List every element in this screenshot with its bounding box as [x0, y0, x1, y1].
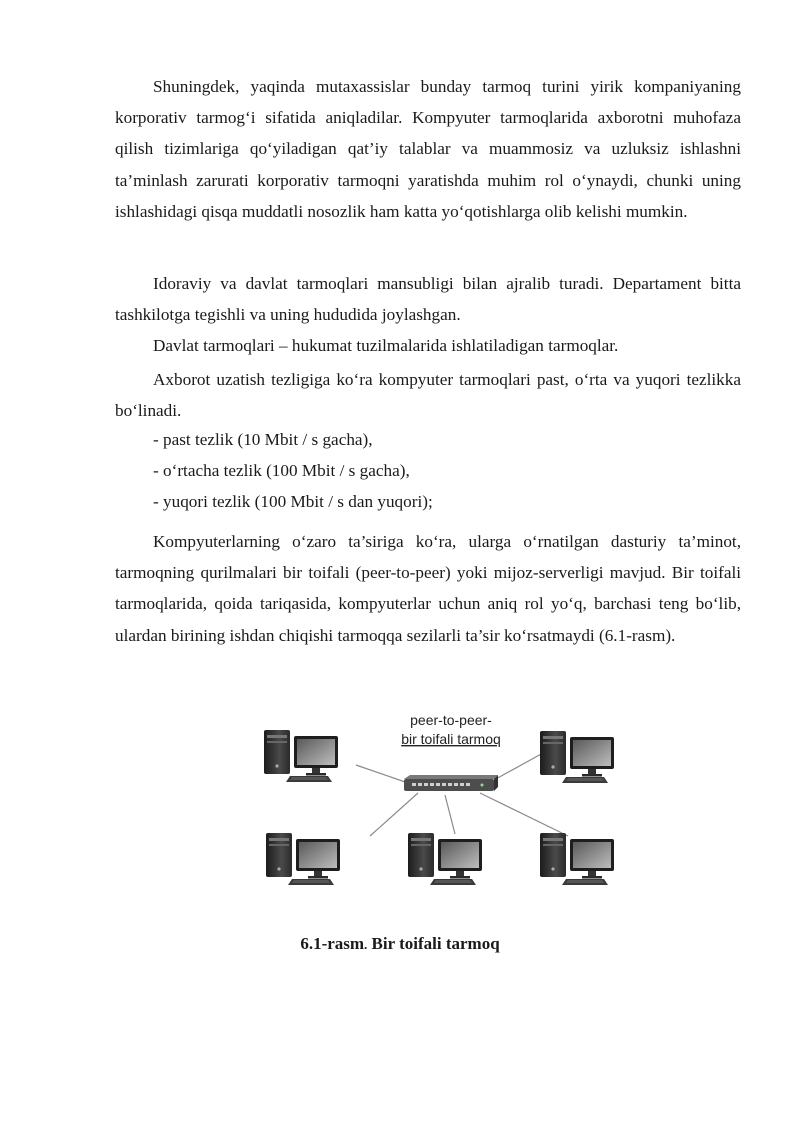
figure-label-line1: peer-to-peer-	[410, 712, 492, 728]
figure-label-line2: bir toifali tarmoq	[401, 731, 501, 747]
list-item-low-speed: - past tezlik (10 Mbit / s gacha),	[153, 430, 373, 449]
caption-dot: .	[364, 937, 368, 952]
list-item-medium-speed: - o‘rtacha tezlik (100 Mbit / s gacha),	[153, 461, 410, 480]
network-cables	[356, 753, 568, 836]
paragraph-peer-to-peer: Kompyuterlarning o‘zaro ta’siriga ko‘ra, ularga o‘rnatilgan dasturiy ta’minot, tarmoqning qurilmalari bir toifali (peer-to-peer) yoki mijoz-serverligi mavjud. Bir toifali tarmoqlarida, qoida tariqasida, kompyuterlar uchun aniq rol yo‘q, barchasi teng bo‘lib, ulardan birining ishdan chiqishi tarmoqqa sezilarli ta’sir ko‘rsatmaydi (6.1-rasm).	[115, 532, 741, 645]
paragraph-departmental-network: Idoraviy va davlat tarmoqlari mansubligi bilan ajralib turadi. Departament bitta tashkilotga tegishli va uning hududida joylashgan.	[115, 274, 741, 325]
caption-text: Bir toifali tarmoq	[367, 934, 500, 953]
network-switch-icon	[404, 775, 498, 791]
paragraph-speed-classification: Axborot uzatish tezligiga ko‘ra kompyuter tarmoqlari past, o‘rta va yuqori tezlikka bo‘linadi.	[115, 370, 741, 421]
paragraph-state-network: Davlat tarmoqlari – hukumat tuzilmalarida ishlatiladigan tarmoqlar.	[153, 336, 619, 355]
caption-number: 6.1-rasm	[300, 934, 365, 953]
list-item-high-speed: - yuqori tezlik (100 Mbit / s dan yuqori);	[153, 492, 433, 511]
computer-icon	[266, 833, 340, 885]
paragraph-corporate-network: Shuningdek, yaqinda mutaxassislar bunday tarmoq turini yirik kompaniyaning korporativ tarmog‘i sifatida aniqladilar. Kompyuter tarmoqlarida axborotni muhofaza qilish tizimlariga qo‘yiladigan qat’iy talablar va muammosiz va uzluksiz ishlashni ta’minlash zarurati korporativ tarmoqni yaratishda muhim rol o‘ynaydi, chunki uning ishlashidagi qisqa muddatli nosozlik ham katta yo‘qotishlarga olib kelishi mumkin.	[115, 77, 741, 221]
figure-caption	[0, 934, 800, 954]
peer-to-peer-network-figure	[258, 705, 644, 895]
computer-icon	[540, 731, 614, 783]
computer-icon	[408, 833, 482, 885]
computer-icon	[540, 833, 614, 885]
computer-icon	[264, 730, 338, 782]
